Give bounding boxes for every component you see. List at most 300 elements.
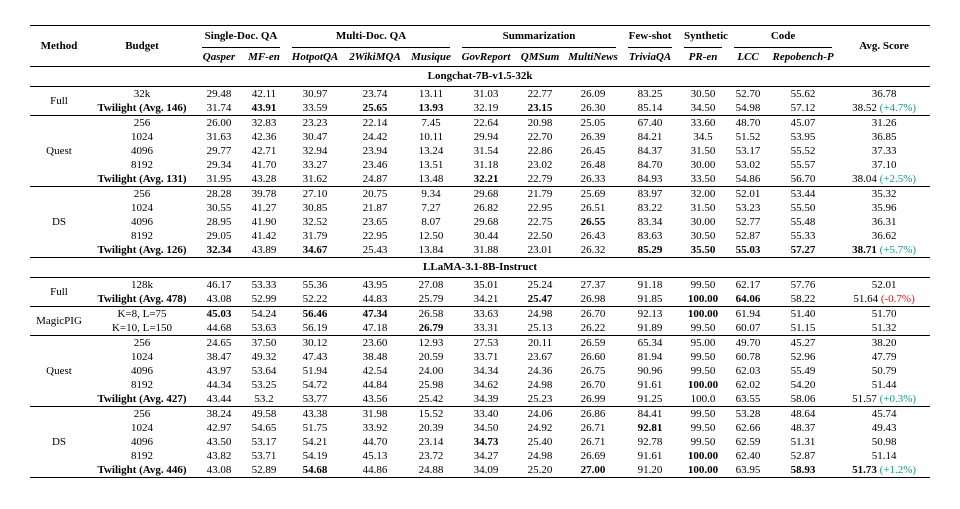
score-cell: 25.43 [362,244,388,256]
score-cell: 99.50 [690,422,716,434]
score-cell: 62.66 [735,422,761,434]
avg-score-value: 36.85 [871,131,897,143]
score-cell: 27.00 [580,464,606,476]
budget-cell: 1024 [131,351,153,363]
score-cell: 34.09 [473,464,499,476]
score-cell: 44.84 [362,379,388,391]
score-cell: 35.01 [473,279,499,291]
budget-cell: 1024 [131,202,153,214]
table-row [30,278,930,293]
table-row [30,87,930,102]
score-cell: 13.24 [418,145,444,157]
score-cell: 33.59 [302,102,328,114]
avg-score-value: 31.26 [871,117,897,129]
col-header-musique: Musique [406,48,456,67]
score-cell: 26.86 [580,408,606,420]
score-cell: 26.33 [580,173,606,185]
score-cell: 43.28 [251,173,277,185]
score-cell: 27.37 [580,279,606,291]
score-cell: 56.70 [790,173,816,185]
score-cell: 23.15 [527,102,553,114]
score-cell: 60.07 [735,322,761,334]
budget-cell: 1024 [131,131,153,143]
score-cell: 54.98 [735,102,761,114]
score-cell: 30.85 [302,202,328,214]
score-cell: 13.93 [418,102,444,114]
score-cell: 22.95 [527,202,553,214]
score-cell: 33.63 [473,308,499,320]
score-cell: 24.00 [418,365,444,377]
score-cell: 26.43 [580,230,606,242]
score-cell: 55.48 [790,216,816,228]
score-cell: 32.94 [302,145,328,157]
score-cell: 58.06 [790,393,816,405]
avg-score-delta: (+5.7%) [879,244,917,256]
score-cell: 34.62 [473,379,499,391]
avg-score-value: 38.04 [852,173,877,185]
avg-score-cell [838,130,930,144]
table-row [30,187,930,202]
avg-score-value: 51.32 [871,322,897,334]
score-cell: 24.88 [418,464,444,476]
score-cell: 26.70 [580,379,606,391]
score-cell: 53.17 [251,436,277,448]
score-cell: 26.69 [580,450,606,462]
score-cell: 26.79 [418,322,444,334]
score-cell: 31.63 [206,131,232,143]
avg-score-cell [838,435,930,449]
score-cell: 54.21 [302,436,328,448]
score-cell: 43.50 [206,436,232,448]
budget-cell: 256 [133,408,151,420]
score-cell: 84.37 [637,145,663,157]
score-cell: 32.34 [206,244,232,256]
score-cell: 25.65 [362,102,388,114]
score-cell: 83.63 [637,230,663,242]
score-cell: 99.50 [690,436,716,448]
score-cell: 22.77 [527,88,553,100]
avg-score-cell [838,243,930,258]
score-cell: 26.39 [580,131,606,143]
score-cell: 25.20 [527,464,553,476]
avg-score-cell [838,215,930,229]
col-header-pr-en: PR-en [678,48,728,67]
score-cell: 25.69 [580,188,606,200]
score-cell: 22.50 [527,230,553,242]
score-cell: 31.50 [690,145,716,157]
avg-score-cell [838,321,930,336]
score-cell: 45.27 [790,337,816,349]
score-cell: 44.68 [206,322,232,334]
score-cell: 38.47 [206,351,232,363]
score-cell: 29.77 [206,145,232,157]
avg-score-value: 38.52 [852,102,877,114]
score-cell: 37.50 [251,337,277,349]
score-cell: 100.00 [687,293,719,305]
score-cell: 53.63 [251,322,277,334]
score-cell: 45.13 [362,450,388,462]
score-cell: 43.08 [206,464,232,476]
score-cell: 55.36 [302,279,328,291]
score-cell: 60.78 [735,351,761,363]
col-header-mf-en: MF-en [242,48,286,67]
score-cell: 31.54 [473,145,499,157]
score-cell: 54.68 [302,464,328,476]
score-cell: 48.64 [790,408,816,420]
score-cell: 51.40 [790,308,816,320]
score-cell: 32.19 [473,102,499,114]
results-table [30,25,930,478]
avg-score-value: 51.44 [871,379,897,391]
score-cell: 47.43 [302,351,328,363]
score-cell: 29.48 [206,88,232,100]
score-cell: 84.93 [637,173,663,185]
table-row [30,336,930,351]
method-group [30,307,930,336]
score-cell: 83.97 [637,188,663,200]
score-cell: 48.70 [735,117,761,129]
score-cell: 62.02 [735,379,761,391]
score-cell: 54.20 [790,379,816,391]
score-cell: 22.95 [362,230,388,242]
table-header [30,26,930,67]
score-cell: 25.40 [527,436,553,448]
score-cell: 52.01 [735,188,761,200]
score-cell: 43.95 [362,279,388,291]
avg-score-cell [838,101,930,116]
table-row [30,243,930,258]
score-cell: 99.50 [690,279,716,291]
col-header-method: Method [40,40,78,52]
budget-cell: 8192 [131,379,153,391]
score-cell: 84.41 [637,408,663,420]
score-cell: 33.50 [690,173,716,185]
score-cell: 34.67 [302,244,328,256]
score-cell: 65.34 [637,337,663,349]
col-header-hotpotqa: HotpotQA [286,48,344,67]
col-group-multi-doc-qa: Multi-Doc. QA [286,26,456,49]
score-cell: 23.01 [527,244,553,256]
table-row [30,449,930,463]
avg-score-cell [838,421,930,435]
score-cell: 23.94 [362,145,388,157]
score-cell: 83.34 [637,216,663,228]
score-cell: 55.33 [790,230,816,242]
score-cell: 91.89 [637,322,663,334]
score-cell: 33.40 [473,408,499,420]
score-cell: 10.11 [418,131,444,143]
score-cell: 91.18 [637,279,663,291]
score-cell: 83.22 [637,202,663,214]
avg-score-value: 51.57 [852,393,877,405]
score-cell: 55.62 [790,88,816,100]
avg-score-cell [838,201,930,215]
score-cell: 41.27 [251,202,277,214]
col-header-triviaqa: TriviaQA [622,48,678,67]
score-cell: 52.99 [251,293,277,305]
score-cell: 31.03 [473,88,499,100]
score-cell: 91.61 [637,450,663,462]
score-cell: 57.12 [790,102,816,114]
score-cell: 54.72 [302,379,328,391]
budget-cell: 256 [133,337,151,349]
score-cell: 22.64 [473,117,499,129]
score-cell: 15.52 [418,408,444,420]
score-cell: 32.21 [473,173,499,185]
score-cell: 32.00 [690,188,716,200]
score-cell: 45.03 [206,308,232,320]
score-cell: 57.27 [790,244,816,256]
score-cell: 24.98 [527,450,553,462]
score-cell: 30.47 [302,131,328,143]
method-name: MagicPIG [36,315,82,327]
score-cell: 55.52 [790,145,816,157]
score-cell: 64.06 [735,293,761,305]
score-cell: 34.21 [473,293,499,305]
score-cell: 26.00 [206,117,232,129]
col-group-single-doc-qa: Single-Doc. QA [196,26,286,49]
score-cell: 22.79 [527,173,553,185]
table-row [30,101,930,116]
score-cell: 53.95 [790,131,816,143]
score-cell: 47.18 [362,322,388,334]
score-cell: 56.46 [302,308,328,320]
table-row [30,435,930,449]
table-row [30,392,930,407]
score-cell: 45.07 [790,117,816,129]
score-cell: 44.86 [362,464,388,476]
score-cell: 29.34 [206,159,232,171]
score-cell: 23.65 [362,216,388,228]
avg-score-cell [838,392,930,407]
budget-cell: 32k [133,88,151,100]
method-group [30,187,930,258]
score-cell: 31.98 [362,408,388,420]
score-cell: 33.71 [473,351,499,363]
score-cell: 12.50 [418,230,444,242]
score-cell: 49.58 [251,408,277,420]
score-cell: 61.94 [735,308,761,320]
budget-cell: 1024 [131,422,153,434]
avg-score-delta: (+1.2%) [879,464,917,476]
avg-score-value: 36.31 [871,216,897,228]
score-cell: 25.23 [527,393,553,405]
score-cell: 100.0 [690,393,716,405]
score-cell: 31.79 [302,230,328,242]
col-header-qmsum: QMSum [516,48,564,67]
score-cell: 22.70 [527,131,553,143]
score-cell: 13.84 [418,244,444,256]
model-section-row [30,258,930,278]
avg-score-cell [838,87,930,102]
col-header-budget: Budget [125,40,159,52]
score-cell: 47.34 [362,308,388,320]
score-cell: 53.71 [251,450,277,462]
score-cell: 42.11 [251,88,277,100]
score-cell: 31.62 [302,173,328,185]
score-cell: 53.64 [251,365,277,377]
score-cell: 53.44 [790,188,816,200]
score-cell: 24.98 [527,308,553,320]
score-cell: 22.75 [527,216,553,228]
score-cell: 33.92 [362,422,388,434]
avg-score-delta: (+0.3%) [879,393,917,405]
table-row [30,407,930,422]
score-cell: 84.21 [637,131,663,143]
score-cell: 58.22 [790,293,816,305]
score-cell: 30.00 [690,159,716,171]
score-cell: 57.76 [790,279,816,291]
score-cell: 26.30 [580,102,606,114]
method-name: DS [51,216,67,228]
score-cell: 24.98 [527,379,553,391]
score-cell: 26.70 [580,308,606,320]
avg-score-cell [838,336,930,351]
score-cell: 33.60 [690,117,716,129]
score-cell: 51.94 [302,365,328,377]
score-cell: 53.2 [254,393,274,405]
score-cell: 26.09 [580,88,606,100]
budget-cell: Twilight (Avg. 131) [97,173,187,185]
col-header-multinews: MultiNews [564,48,622,67]
score-cell: 55.49 [790,365,816,377]
score-cell: 99.50 [690,365,716,377]
score-cell: 23.14 [418,436,444,448]
model-section-title: Longchat-7B-v1.5-32k [427,70,533,82]
score-cell: 44.70 [362,436,388,448]
score-cell: 53.23 [735,202,761,214]
score-cell: 23.67 [527,351,553,363]
avg-score-value: 49.43 [871,422,897,434]
score-cell: 23.72 [418,450,444,462]
score-cell: 7.45 [421,117,441,129]
score-cell: 34.39 [473,393,499,405]
table-row [30,350,930,364]
score-cell: 35.50 [690,244,716,256]
score-cell: 25.47 [527,293,553,305]
score-cell: 49.32 [251,351,277,363]
score-cell: 56.19 [302,322,328,334]
score-cell: 53.02 [735,159,761,171]
method-group [30,87,930,116]
score-cell: 52.87 [735,230,761,242]
score-cell: 51.31 [790,436,816,448]
score-cell: 92.81 [637,422,663,434]
score-cell: 53.33 [251,279,277,291]
score-cell: 20.75 [362,188,388,200]
avg-score-value: 47.79 [871,351,897,363]
score-cell: 43.38 [302,408,328,420]
score-cell: 30.00 [690,216,716,228]
score-cell: 32.83 [251,117,277,129]
score-cell: 91.61 [637,379,663,391]
score-cell: 27.53 [473,337,499,349]
score-cell: 26.71 [580,422,606,434]
score-cell: 26.98 [580,293,606,305]
score-cell: 55.57 [790,159,816,171]
score-cell: 30.97 [302,88,328,100]
score-cell: 20.98 [527,117,553,129]
score-cell: 34.5 [693,131,713,143]
avg-score-value: 35.32 [871,188,897,200]
score-cell: 30.55 [206,202,232,214]
table-row [30,307,930,322]
table-row [30,463,930,478]
score-cell: 43.82 [206,450,232,462]
score-cell: 23.23 [302,117,328,129]
document-page [30,25,930,478]
score-cell: 32.52 [302,216,328,228]
score-cell: 26.99 [580,393,606,405]
table-row [30,421,930,435]
score-cell: 26.32 [580,244,606,256]
budget-cell: Twilight (Avg. 126) [97,244,187,256]
score-cell: 9.34 [421,188,441,200]
score-cell: 62.17 [735,279,761,291]
avg-score-cell [838,307,930,322]
avg-score-delta: (+4.7%) [879,102,917,114]
score-cell: 54.65 [251,422,277,434]
score-cell: 62.03 [735,365,761,377]
score-cell: 91.85 [637,293,663,305]
score-cell: 27.08 [418,279,444,291]
score-cell: 29.05 [206,230,232,242]
score-cell: 25.98 [418,379,444,391]
score-cell: 22.86 [527,145,553,157]
score-cell: 26.22 [580,322,606,334]
budget-cell: 256 [133,117,151,129]
score-cell: 91.20 [637,464,663,476]
avg-score-cell [838,144,930,158]
score-cell: 26.45 [580,145,606,157]
method-name: Quest [46,145,72,157]
score-cell: 7.27 [421,202,441,214]
score-cell: 52.77 [735,216,761,228]
score-cell: 26.55 [580,216,606,228]
score-cell: 54.19 [302,450,328,462]
score-cell: 38.48 [362,351,388,363]
avg-score-value: 37.33 [871,145,897,157]
score-cell: 85.29 [637,244,663,256]
avg-score-cell [838,350,930,364]
avg-score-value: 37.10 [871,159,897,171]
avg-score-value: 36.62 [871,230,897,242]
budget-cell: 8192 [131,450,153,462]
score-cell: 34.50 [473,422,499,434]
score-cell: 24.42 [362,131,388,143]
score-cell: 23.02 [527,159,553,171]
score-cell: 30.44 [473,230,499,242]
score-cell: 26.82 [473,202,499,214]
score-cell: 52.22 [302,293,328,305]
col-header-2wikimqa: 2WikiMQA [344,48,406,67]
score-cell: 99.50 [690,322,716,334]
table-row [30,378,930,392]
score-cell: 90.96 [637,365,663,377]
avg-score-value: 50.98 [871,436,897,448]
score-cell: 42.97 [206,422,232,434]
score-cell: 25.13 [527,322,553,334]
avg-score-cell [838,187,930,202]
score-cell: 52.96 [790,351,816,363]
method-group [30,407,930,478]
avg-score-value: 35.96 [871,202,897,214]
score-cell: 29.68 [473,188,499,200]
score-cell: 33.27 [302,159,328,171]
score-cell: 30.50 [690,230,716,242]
score-cell: 43.91 [251,102,277,114]
score-cell: 31.95 [206,173,232,185]
